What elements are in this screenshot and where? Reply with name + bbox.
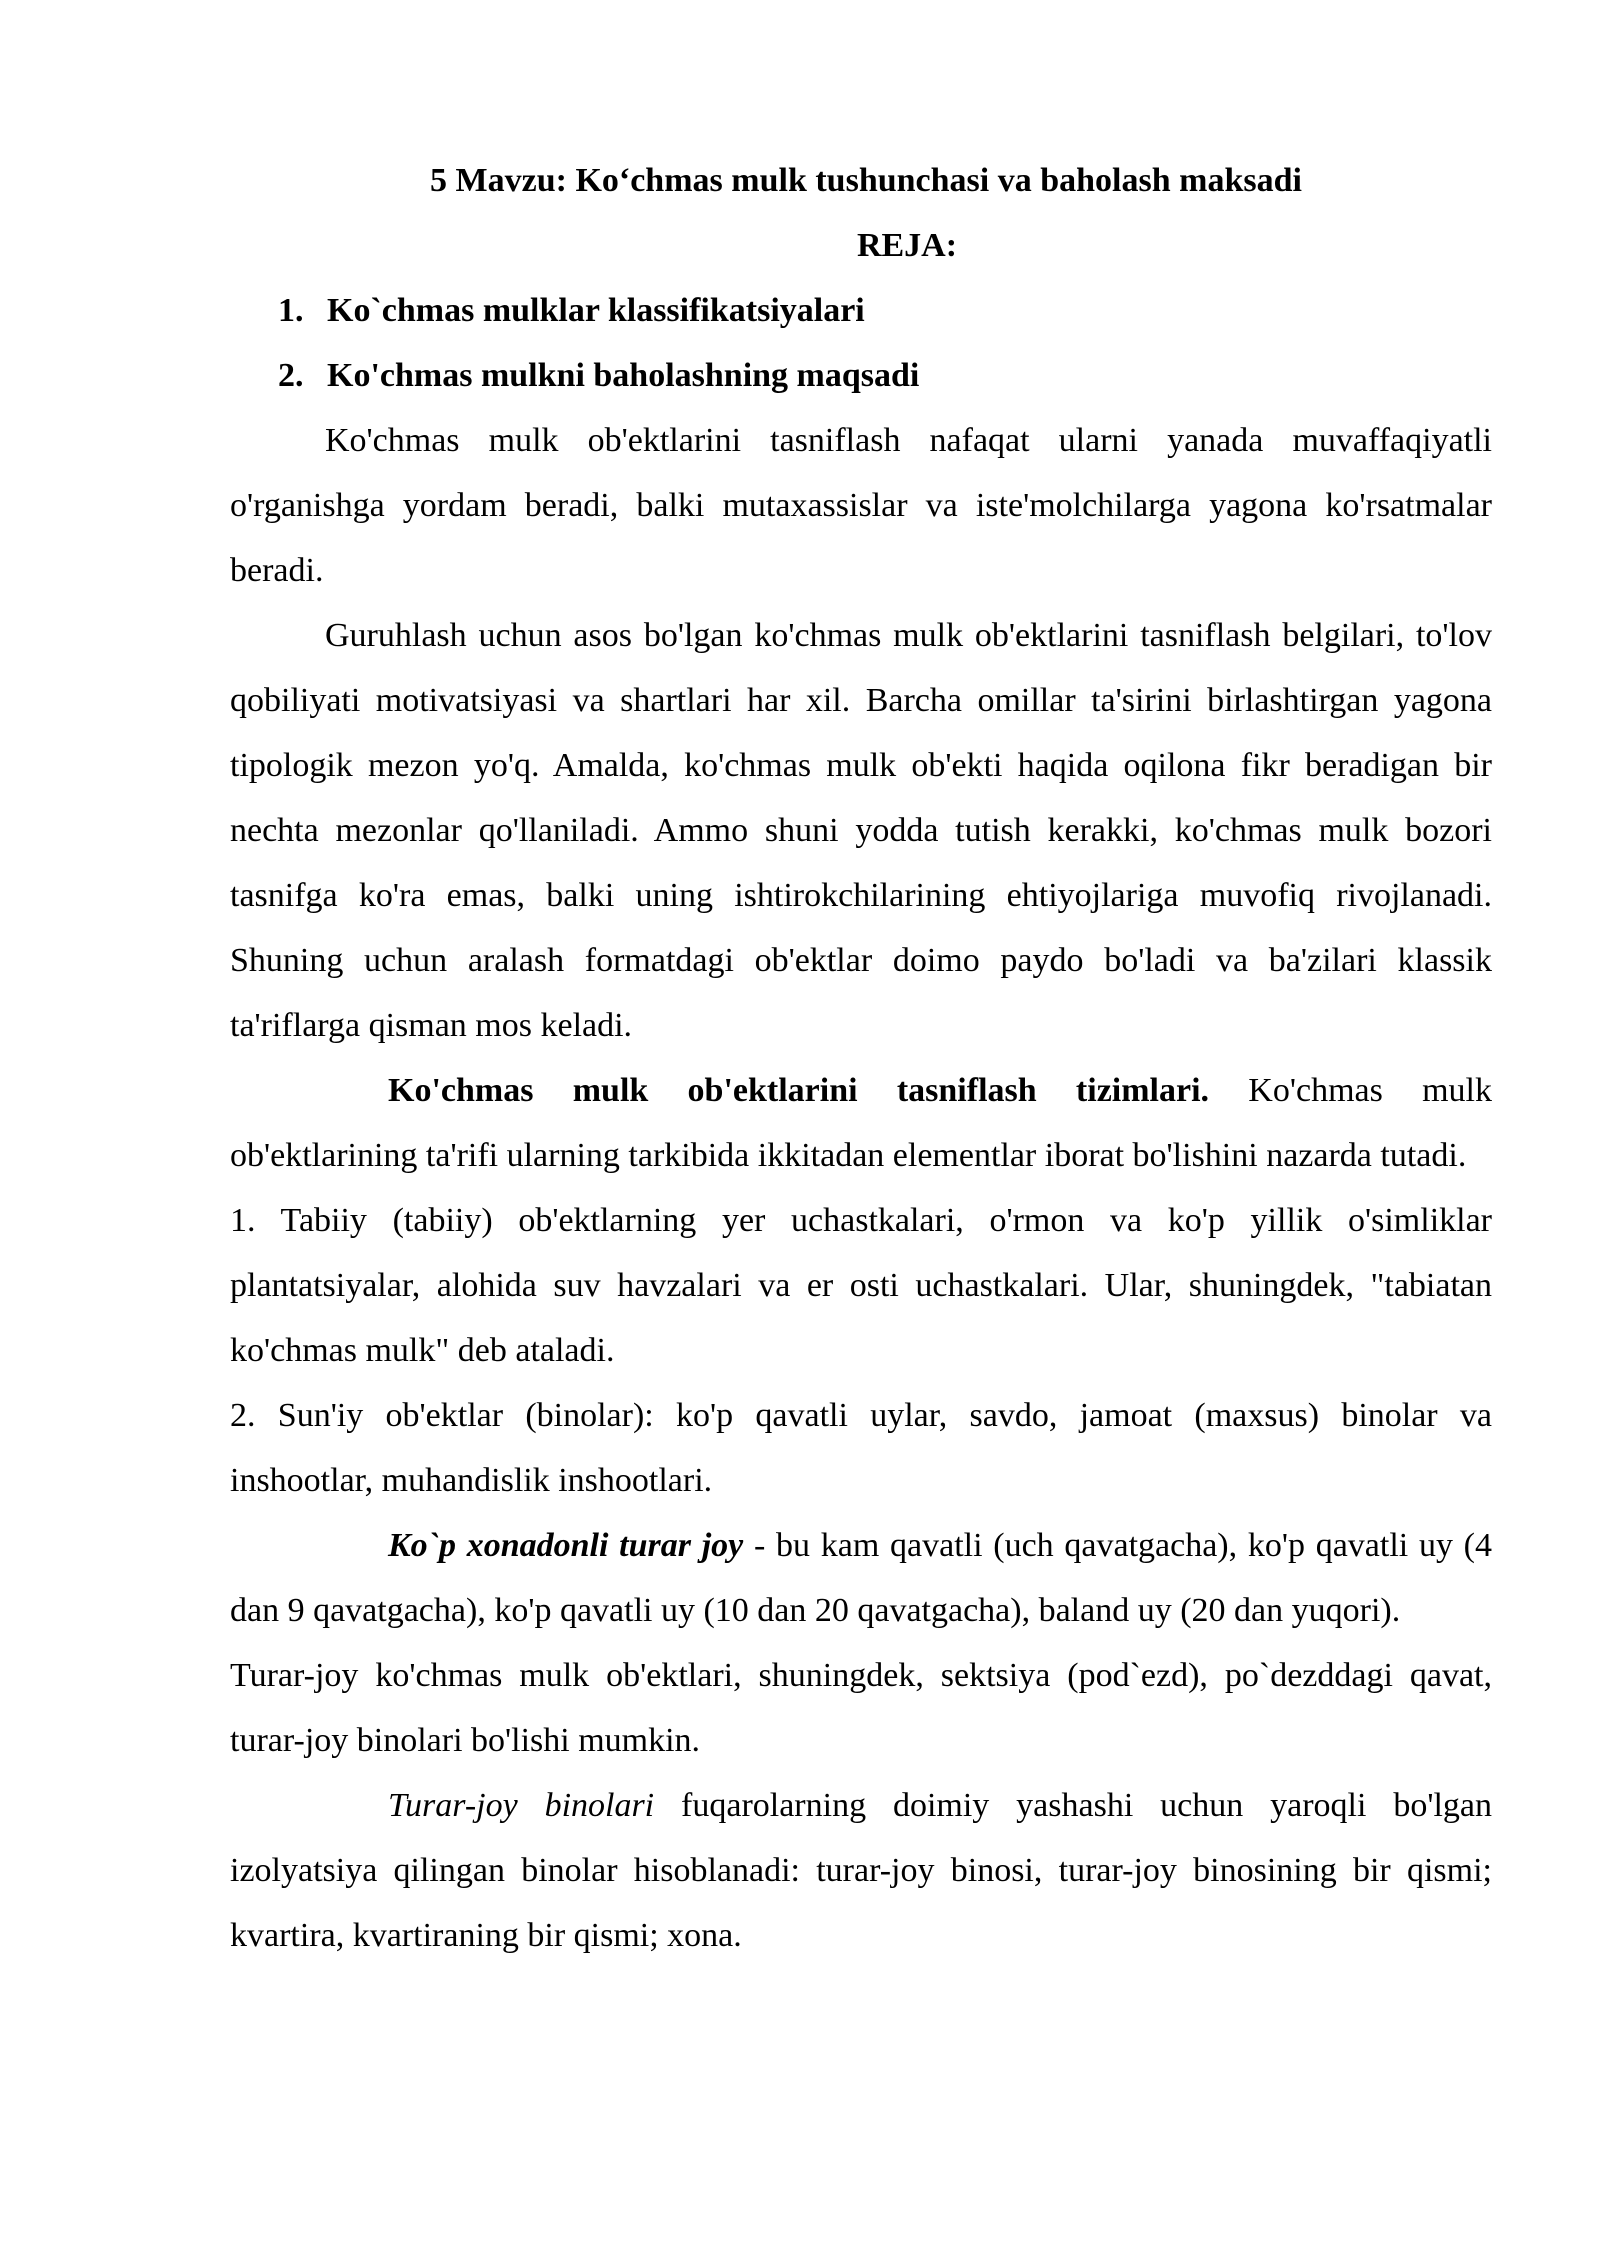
plan-list — [230, 278, 1492, 408]
paragraph-multi-apartment — [230, 1513, 1492, 1643]
paragraph-artificial-objects: 2. Sun'iy ob'ektlar (binolar): ko'p qavatli uylar, savdo, jamoat (maxsus) binolar va inshootlar, muhandislik inshootlari. — [230, 1397, 1492, 1499]
paragraph-classification-intro: Ko'chmas mulk ob'ektlarini tasniflash nafaqat ularni yanada muvaffaqiyatli o'rganishga yordam beradi, balki mutaxassislar va iste'molchilarga yagona ko'rsatmalar beradi. — [230, 422, 1492, 589]
plan-heading: REJA: — [856, 227, 958, 264]
plan-item-text: Ko`chmas mulklar klassifikatsiyalari — [327, 292, 865, 329]
paragraph-classification-systems — [230, 1058, 1492, 1188]
paragraph-residential-premises — [230, 1773, 1492, 1968]
residential-premises-text: fuqarolarning doimiy yashashi uchun yaroqli bo'lgan izolyatsiya qilingan binolar hisoblanadi: turar-joy binosi, turar-joy binosining bir qismi; kvartira, kvartiraning bir qismi; xona. — [230, 1787, 1493, 1954]
multi-apartment-text: - bu kam qavatli (uch qavatgacha), ko'p qavatli uy (4 dan 9 qavatgacha), ko'p qavatli uy (10 dan 20 qavatgacha), baland uy (20 dan yuqori). — [230, 1527, 1492, 1629]
plan-item-number: 1. — [278, 292, 304, 329]
paragraph-grouping-criteria: Guruhlash uchun asos bo'lgan ko'chmas mulk ob'ektlarini tasniflash belgilari, to'lov qobiliyati motivatsiyasi va shartlari har xil. Barcha omillar ta'sirini birlashtirgan yagona tipologik mezon yo'q. Amalda, ko'chmas mulk ob'ekti haqida oqilona fikr beradigan bir nechta mezonlar qo'llaniladi. Ammo shuni yodda tutish kerakki, ko'chmas mulk bozori tasnifga ko'ra emas, balki uning ishtirokchilarining ehtiyojlariga muvofiq rivojlanadi. Shuning uchun aralash formatdagi ob'ektlar doimo paydo bo'ladi va ba'zilari klassik ta'riflarga qisman mos keladi. — [230, 617, 1492, 1044]
plan-item-number: 2. — [278, 357, 304, 394]
plan-item — [230, 278, 1492, 343]
plan-item-text: Ko'chmas mulkni baholashning maqsadi — [327, 357, 920, 394]
plan-item — [230, 343, 1492, 408]
document-page — [230, 148, 1492, 1968]
classification-systems-text: Ko'chmas mulk ob'ektlarining ta'rifi ularning tarkibida ikkitadan elementlar iborat bo'lishini nazarda tutadi. — [230, 1072, 1493, 1174]
classification-systems-term: Ko'chmas mulk ob'ektlarini tasniflash tizimlari. — [388, 1072, 1210, 1109]
paragraph-residential-objects: Turar-joy ko'chmas mulk ob'ektlari, shuningdek, sektsiya (pod`ezd), po`dezddagi qavat, turar-joy binolari bo'lishi mumkin. — [230, 1657, 1492, 1759]
residential-premises-term: Turar-joy binolari — [388, 1787, 655, 1824]
page-title: 5 Mavzu: Ko‘chmas mulk tushunchasi va baholash maksadi — [430, 162, 1302, 199]
paragraph-natural-objects: 1. Tabiiy (tabiiy) ob'ektlarning yer uchastkalari, o'rmon va ko'p yillik o'simliklar plantatsiyalar, alohida suv havzalari va er osti uchastkalari. Ular, shuningdek, "tabiatan ko'chmas mulk" deb ataladi. — [230, 1202, 1492, 1369]
multi-apartment-term: Ko`p xonadonli turar joy — [388, 1527, 744, 1564]
